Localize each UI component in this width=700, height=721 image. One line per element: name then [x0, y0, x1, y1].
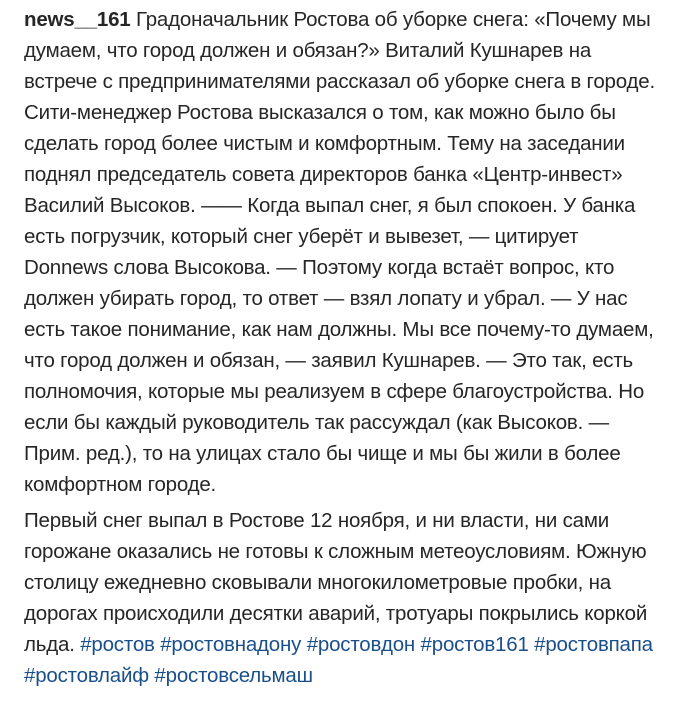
hashtag-link[interactable]: #ростовпапа	[534, 633, 653, 656]
caption-text-1: Градоначальник Ростова об уборке снега: «Почему мы думаем, что город должен и обязан?» Виталий Кушнарев на встрече с предпринимателями рассказал об уборке снега в городе. Сити-менеджер Ростова высказался о том, как можно было бы сделать город более чистым и комфортным. Тему на заседании поднял председатель совета директоров банка «Центр-инвест» Василий Высоков. —— Когда выпал снег, я был спокоен. У банка есть погрузчик, который снег уберёт и вывезет, — цитирует Donnews слова Высокова. — Поэтому когда встаёт вопрос, кто должен убирать город, то ответ — взял лопату и убрал. — У нас есть такое понимание, как нам должны. Мы все почему-то думаем, что город должен и обязан, — заявил Кушнарев. — Это так, есть полномочия, которые мы реализуем в сфере благоустройства. Но если бы каждый руководитель так рассуждал (как Высоков. — Прим. ред.), то на улицах стало бы чище и мы бы жили в более комфортном городе.	[24, 8, 655, 496]
caption-text-2: Первый снег выпал в Ростове 12 ноября, и ни власти, ни сами горожане оказались не готовы к сложным метеоусловиям. Южную столицу ежедневно сковывали многокилометровые пробки, на дорогах происходили десятки аварий, тротуары покрылись коркой льда.	[24, 509, 648, 656]
hashtag-link[interactable]: #ростовсельмаш	[154, 664, 313, 687]
username-link[interactable]: news__161	[24, 8, 131, 31]
caption-paragraph-2	[24, 505, 664, 691]
hashtag-link[interactable]: #ростовлайф	[24, 664, 149, 687]
hashtag-link[interactable]: #ростов161	[420, 633, 529, 656]
hashtag-link[interactable]: #ростовнадону	[160, 633, 302, 656]
hashtag-link[interactable]: #ростовдон	[306, 633, 416, 656]
caption-paragraph-1	[24, 4, 664, 500]
post-caption	[24, 4, 664, 691]
hashtag-link[interactable]: #ростов	[80, 633, 155, 656]
